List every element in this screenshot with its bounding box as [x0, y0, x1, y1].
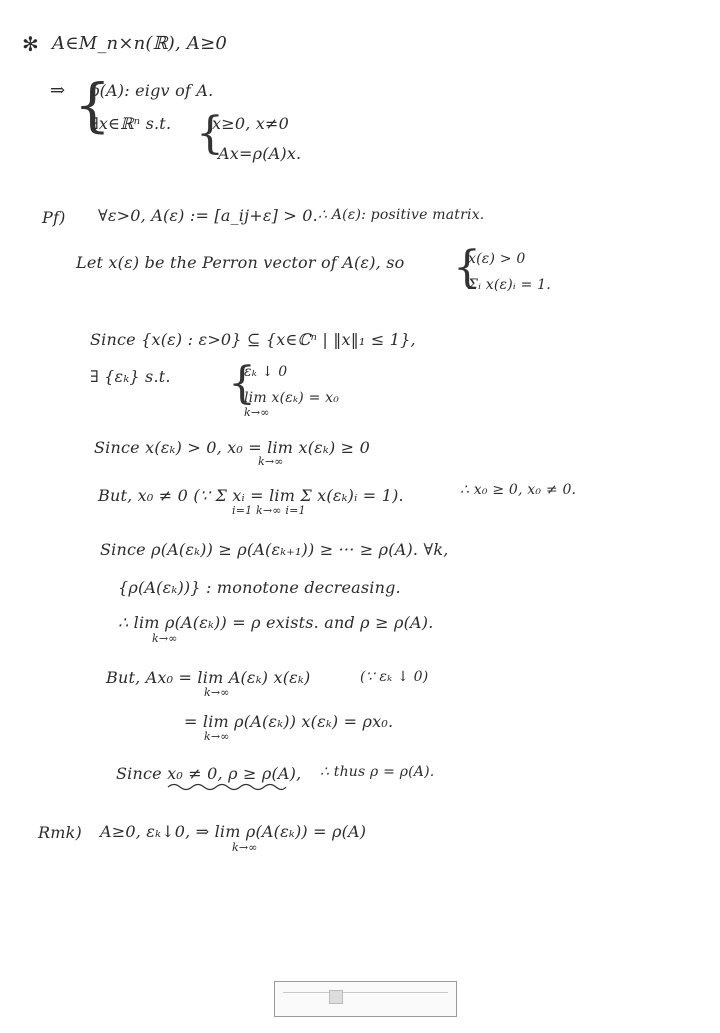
limit-subscript: k→∞ — [152, 632, 178, 645]
limit-subscript: k→∞ — [258, 455, 284, 468]
condition-eigen: Ax=ρ(A)x. — [218, 144, 302, 163]
proof-step-3: Since {x(ε) : ε>0} ⊆ {x∈ℂⁿ | ‖x‖₁ ≤ 1}, — [90, 330, 416, 349]
conclusion-eigenvalue: ρ(A): eigv of A. — [90, 81, 214, 100]
scan-binder-clip — [329, 990, 343, 1004]
limit-subscript: k→∞ — [232, 841, 258, 854]
proof-step-2-cond1: x(ε) > 0 — [468, 251, 526, 267]
proof-step-4-cond2: lim x(εₖ) = x₀ — [244, 390, 340, 406]
scan-binder-edge — [283, 982, 448, 993]
scan-binder-mark — [274, 981, 457, 1017]
condition-nonneg: x≥0, x≠0 — [212, 114, 289, 133]
left-brace: { — [74, 71, 111, 139]
proof-step-6: But, x₀ ≠ 0 (∵ Σ xᵢ = lim Σ x(εₖ)ᵢ = 1). — [98, 486, 404, 505]
limit-subscript: k→∞ — [204, 730, 230, 743]
proof-step-1: ∀ε>0, A(ε) := [a_ij+ε] > 0. — [98, 206, 318, 225]
proof-step-4-cond1: εₖ ↓ 0 — [244, 364, 288, 380]
left-brace: { — [228, 358, 256, 409]
left-brace: { — [453, 242, 481, 293]
proof-step-12b: ∴ thus ρ = ρ(A). — [320, 764, 435, 780]
proof-step-12: Since x₀ ≠ 0, ρ ≥ ρ(A), — [116, 764, 302, 783]
proof-step-2: Let x(ε) be the Perron vector of A(ε), so — [76, 253, 405, 272]
proof-label: Pf) — [42, 208, 66, 227]
star-mark: ✻ — [22, 32, 39, 56]
proof-step-8: {ρ(A(εₖ))} : monotone decreasing. — [118, 578, 401, 597]
limit-subscript: k→∞ — [244, 406, 270, 419]
proof-step-10: But, Ax₀ = lim A(εₖ) x(εₖ) — [106, 668, 311, 687]
proof-step-10b: (∵ εₖ ↓ 0) — [360, 669, 429, 685]
remark-label: Rmk) — [38, 823, 82, 842]
proof-step-7: Since ρ(A(εₖ)) ≥ ρ(A(εₖ₊₁)) ≥ ··· ≥ ρ(A). ∀k, — [100, 540, 449, 559]
proof-step-1b: ∴ A(ε): positive matrix. — [318, 207, 485, 223]
proof-step-5: Since x(εₖ) > 0, x₀ = lim x(εₖ) ≥ 0 — [94, 438, 370, 457]
proof-step-4: ∃ {εₖ} s.t. — [90, 367, 171, 386]
theorem-hypothesis: A∈M_n×n(ℝ), A≥0 — [52, 33, 228, 54]
proof-step-6b: ∴ x₀ ≥ 0, x₀ ≠ 0. — [460, 482, 577, 498]
proof-step-11: = lim ρ(A(εₖ)) x(εₖ) = ρx₀. — [184, 712, 394, 731]
implies-arrow: ⇒ — [50, 80, 66, 101]
limit-subscript: k→∞ — [204, 686, 230, 699]
sum-subscripts: i=1 k→∞ i=1 — [232, 504, 306, 517]
conclusion-exists: ∃x∈ℝⁿ s.t. — [90, 114, 172, 133]
proof-step-2-cond2: Σᵢ x(ε)ᵢ = 1. — [468, 277, 551, 293]
remark-text: A≥0, εₖ↓0, ⇒ lim ρ(A(εₖ)) = ρ(A) — [100, 822, 367, 841]
proof-step-9: ∴ lim ρ(A(εₖ)) = ρ exists. and ρ ≥ ρ(A). — [118, 613, 434, 632]
left-brace: { — [196, 108, 224, 159]
wavy-underline — [166, 781, 288, 793]
